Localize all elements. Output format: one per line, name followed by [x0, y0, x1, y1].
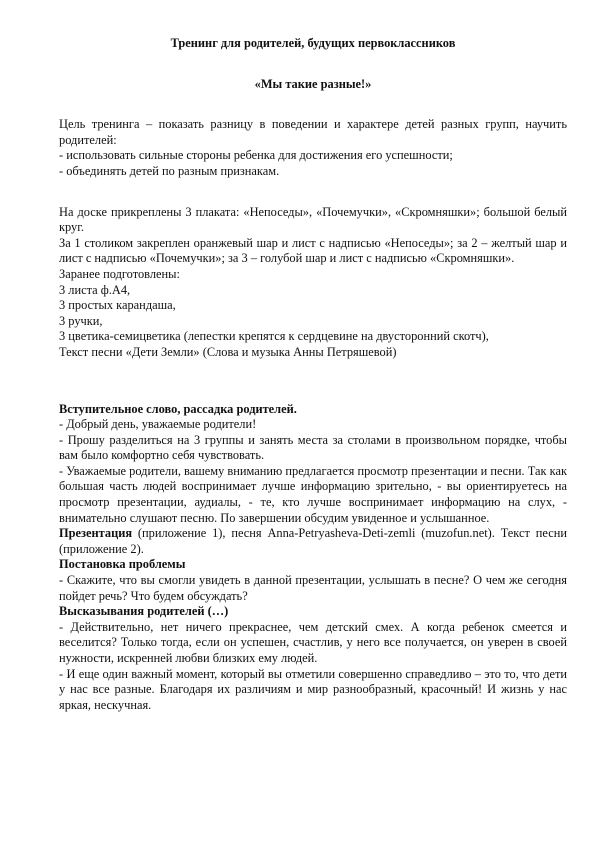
goal-bullet-1: - использовать сильные стороны ребенка для достижения его успешности;	[59, 148, 453, 163]
statements-heading: Высказывания родителей (…)	[59, 604, 229, 619]
problem-heading: Постановка проблемы	[59, 557, 186, 572]
intro-heading: Вступительное слово, рассадка родителей.	[59, 401, 297, 416]
setup-item-5: Текст песни «Дети Земли» (Слова и музыка Анны Петряшевой)	[59, 344, 397, 359]
presentation-label: Презентация	[59, 526, 133, 541]
problem-section	[59, 557, 567, 604]
statements-section	[59, 604, 567, 713]
setup-prepared: Заранее подготовлены:	[59, 266, 180, 281]
setup-item-3: 3 ручки,	[59, 313, 103, 328]
document-title: Тренинг для родителей, будущих первоклассников	[170, 36, 456, 50]
presentation-details: (приложение 1), песня Anna-Petryasheva-Deti-zemli (muzofun.net). Текст песни (приложение 2).	[59, 526, 567, 556]
setup-item-2: 3 простых карандаша,	[59, 298, 176, 313]
goal-section	[59, 117, 567, 179]
problem-text: - Скажите, что вы смогли увидеть в данной презентации, услышать в песне? О чем же сегодня пойдет речь? Что будем обсуждать?	[59, 573, 567, 603]
intro-greeting: - Добрый день, уважаемые родители!	[59, 417, 257, 432]
setup-item-1: 3 листа ф.А4,	[59, 282, 131, 297]
setup-item-4: 3 цветика-семицветика (лепестки крепятся к сердцевине на двусторонний скотч),	[59, 329, 489, 344]
setup-tables: За 1 столиком закреплен оранжевый шар и лист с надписью «Непоседы»; за 2 – желтый шар и лист с надписью «Почемучки»; за 3 – голубой шар и лист с надписью «Скромняшки».	[59, 235, 567, 266]
document-subtitle: «Мы такие разные!»	[254, 76, 372, 91]
intro-groups: - Прошу разделиться на 3 группы и занять места за столами в произвольном порядке, чтобы вам было комфортно себя чувствовать.	[59, 432, 567, 463]
setup-section	[59, 205, 567, 361]
setup-posters: На доске прикреплены 3 плаката: «Непоседы», «Почемучки», «Скромняшки»; большой белый круг.	[59, 204, 567, 235]
intro-presentation-info: - Уважаемые родители, вашему вниманию предлагается просмотр презентации и песни. Так как большая часть людей воспринимает лучше информацию зрительно, - вы ориентируетесь на просмотр презентации, аудиалы, - те, кто лучше воспринимает информацию на слух, - внимательно слушают песню. По завершении обсудим увиденное и услышанное.	[59, 463, 567, 525]
goal-bullet-2: - объединять детей по разным признакам.	[59, 163, 280, 178]
intro-section	[59, 402, 567, 558]
statements-text-1: - Действительно, нет ничего прекраснее, чем детский смех. А когда ребенок смеется и веселится? Только тогда, если он успешен, счастлив, у него все получается, он уверен в своей нужности, искренней любви близких ему людей.	[59, 619, 567, 665]
statements-text-2: - И еще один важный момент, который вы отметили совершенно справедливо – это то, что дети у нас все разные. Благодаря их различиям и мир разнообразный, красочный! И жизнь у нас яркая, нескучная.	[59, 666, 567, 712]
intro-presentation-line	[59, 526, 567, 557]
goal-text: Цель тренинга – показать разницу в поведении и характере детей разных групп, научить родителей:	[59, 117, 567, 147]
